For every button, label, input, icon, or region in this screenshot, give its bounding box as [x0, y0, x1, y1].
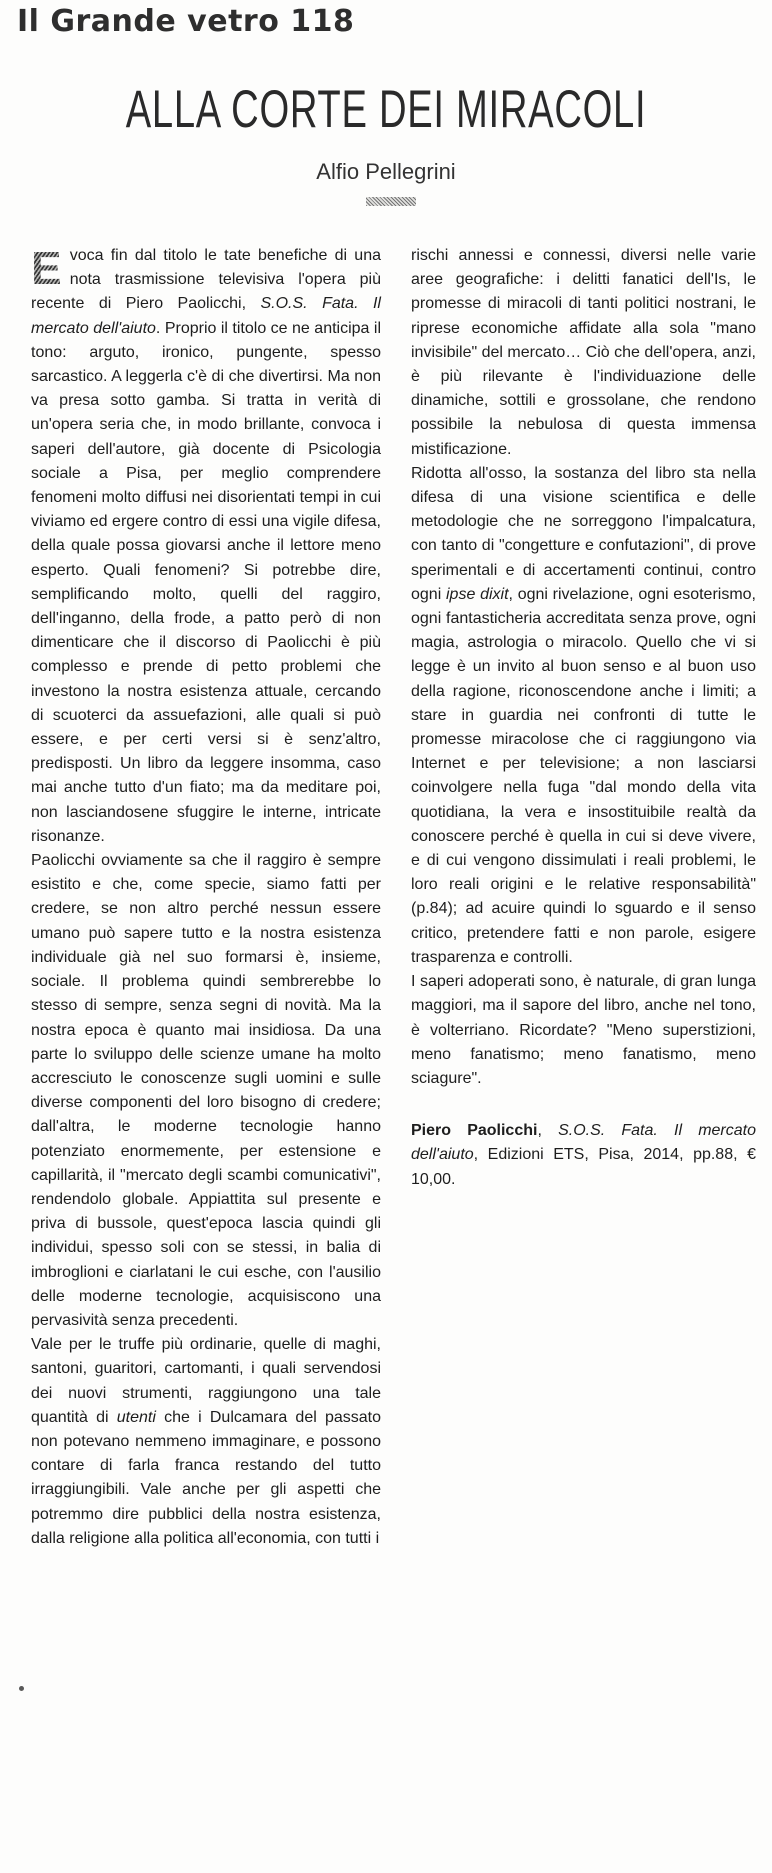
article-paragraph: [31, 849, 381, 1333]
article-paragraph: [31, 244, 381, 849]
decorative-hatch-rule: [366, 197, 416, 206]
text-segment: utenti: [116, 1408, 156, 1426]
article-paragraph: [411, 244, 756, 462]
drop-cap: E: [31, 244, 70, 292]
text-segment: che i Dulcamara del passato non potevano nemmeno immaginare, e possono contare di farla franca restando del tutto irraggiungibili. Vale anche per gli aspetti che potremmo dire pubblici della nostra esistenza, dalla religione alla politica all'economia, con tutti i: [31, 1408, 381, 1547]
article-paragraph: [411, 970, 756, 1091]
scan-speck: [19, 1686, 24, 1691]
text-segment: ipse dixit: [445, 585, 509, 603]
text-segment: , ogni rivelazione, ogni esoterismo, ogni fantasticheria accreditata senza prove, ogni magia, astrologia o miracolo. Quello che vi si legge è un invito al buon senso e al buon uso della ragione, riconoscendone anche i limiti; a stare in guardia nei confronti di tutte le promesse miracolose che ci raggiungono via Internet e per televisione; a non lasciarsi coinvolgere nella fuga "dal mondo della vita quotidiana, la vera e insostituibile realtà da conoscere perché è quella in cui si deve vivere, e di cui vengono dissimulati i reali problemi, le loro reali origini e le relative responsabilità" (p.84); ad acuire quindi lo sguardo e il senso critico, pretendere fatti e non parole, esigere trasparenza e controlli.: [411, 585, 756, 966]
text-segment: Vale per le truffe più ordinarie, quelle di maghi, santoni, guaritori, cartomanti, i quali servendosi dei nuovi strumenti, raggiungono una tale quantità di: [31, 1336, 381, 1426]
article-title: ALLA CORTE DEI MIRACOLI: [125, 80, 647, 139]
article-author: Alfio Pellegrini: [316, 159, 456, 184]
text-segment: I saperi adoperati sono, è naturale, di gran lunga maggiori, ma il sapore del libro, anche nel tono, è volterriano. Ricordate? "Meno superstizioni, meno fanatismo; meno fanatismo, meno sciagure".: [411, 973, 756, 1087]
text-segment: rischi annessi e connessi, diversi nelle varie aree geografiche: i delitti fanatici dell'Is, le promesse di miracoli di tanti politici nostrani, le riprese economiche affidate alla sola "mano invisibile" del mercato… Ciò che dell'opera, anzi, è più rilevante è l'individuazione delle dinamiche, sottili e grossolane, che rendono possibile la nebulosa di questa immensa mistificazione.: [411, 247, 756, 458]
text-segment: ,: [537, 1122, 559, 1140]
article-paragraph: [31, 1333, 381, 1551]
article-column-left: [31, 244, 381, 1551]
text-segment: S.O.S. Fata. Il mercato dell'aiuto: [31, 295, 381, 337]
text-segment: Piero Paolicchi: [411, 1122, 538, 1140]
text-segment: voca fin dal titolo le tate benefiche di una nota trasmissione televisiva l'opera più recente di Piero Paolicchi,: [31, 247, 381, 313]
text-segment: Paolicchi ovviamente sa che il raggiro è sempre esistito e che, come specie, siamo fatti per credere, se non altro perché nessun essere umano può sapere tutto e la nostra esistenza individuale già nel suo formarsi è, insieme, sociale. Il problema quindi sembrerebbe lo stesso di sempre, senza segni di novità. Ma la nostra epoca è quanto mai insidiosa. Da una parte lo sviluppo delle scienze umane ha molto accresciuto le conoscenze sugli uomini e sulle diverse componenti del loro bisogno di credere; dall'altra, le moderne tecnologie hanno potenziato enormemente, per estensione e capillarità, il "mercato degli scambi comunicativi", rendendolo globale. Appiattita sul presente e priva di bussole, quest'epoca lascia quindi gli individui, spesso soli con se stessi, in balia di imbroglioni e ciarlatani le cui esche, con l'ausilio delle moderne tecnologie, acquisiscono una pervasività senza precedenti.: [31, 852, 381, 1329]
text-segment: , Edizioni ETS, Pisa, 2014, pp.88, € 10,00.: [411, 1146, 756, 1188]
text-segment: Ridotta all'osso, la sostanza del libro sta nella difesa di una visione scientifica e delle metodologie che ne sorreggono l'impalcatura, con tanto di "congetture e confutazioni", di prove sperimentali e di accertamenti continui, contro ogni: [411, 464, 756, 603]
book-citation: [411, 1119, 756, 1192]
article-column-right: [411, 244, 756, 1192]
text-segment: S.O.S. Fata. Il mercato dell'aiuto: [411, 1122, 756, 1164]
text-segment: . Proprio il titolo ce ne anticipa il tono: arguto, ironico, pungente, spesso sarcastico. A leggerla c'è di che divertirsi. Ma non va presa sotto gamba. Si tratta in verità di un'opera seria che, in modo brillante, convoca i saperi dell'autore, già docente di Psicologia sociale a Pisa, per meglio comprendere fenomeni molto diffusi nei disorientati tempi in cui viviamo ed ergere contro di essi una vigile difesa, della quale possa giovarsi anche il lettore meno esperto. Quali fenomeni? Si potrebbe dire, semplificando molto, quelli del raggiro, dell'inganno, della frode, a patto però di non dimenticare che il discorso di Paolicchi è più complesso e prende di petto problemi che investono la nostra esistenza attuale, cercando di scuoterci da assuefazioni, alle quali si può essere, e per certi versi si è senz'altro, predisposti. Un libro da leggere insomma, caso mai anche tutto d'un fiato; ma da meditare poi, non lasciandosene sfuggire le interne, intricate risonanze.: [31, 319, 382, 845]
publication-header: Il Grande vetro 118: [17, 4, 355, 39]
article-paragraph: [411, 462, 756, 970]
